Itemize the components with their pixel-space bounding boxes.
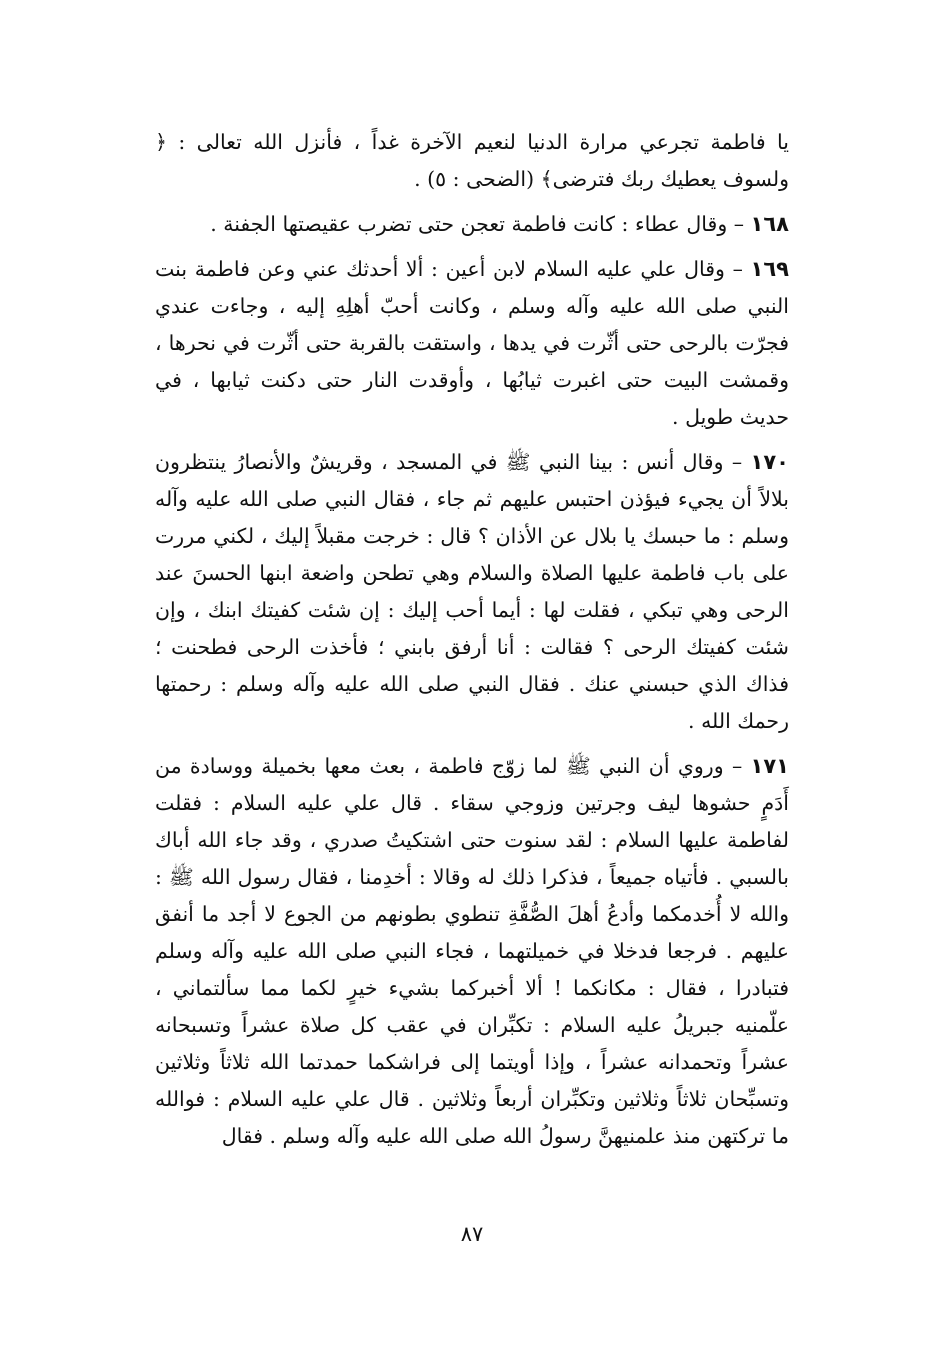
paragraph-169 bbox=[155, 251, 789, 436]
paragraph-text: وروي أن النبي ﷺ لما زوّج فاطمة ، بعث معها بخميلة ووسادة من أَدَمٍ حشوها ليف وجرتين وزوجي سقاء . قال علي عليه السلام : فقلت لفاطمة عليها السلام : لقد سنوت حتى اشتكيتُ صدري ، وقد جاء الله أباك بالسبي . فأتياه جميعاً ، فذكرا ذلك له وقالا : أخدِمنا ، فقال رسول الله ﷺ : والله لا أُخدمكما وأدعُ أهلَ الصُّفَّةِ تنطوي بطونهم من الجوع لا أجد ما أنفق عليهم . فرجعا فدخلا في خميلتهما ، فجاء النبي صلى الله عليه وآله وسلم فتبادرا ، فقال : مكانكما ! ألا أخبركما بشيء خيرٍ لكما مما سألتماني ، علّمنيه جبريلُ عليه السلام : تكبِّران في عقب كل صلاة عشراً وتسبحانه عشراً وتحمدانه عشراً ، وإذا أويتما إلى فراشكما حمدتما الله ثلاثاً وثلاثين وتسبِّحان ثلاثاً وثلاثين وتكبِّران أربعاً وثلاثين . قال علي عليه السلام : فوالله ما تركتهن منذ علمنيهنَّ رسولُ الله صلى الله عليه وآله وسلم . فقال bbox=[155, 754, 789, 1148]
page-number: ٨٧ bbox=[460, 1222, 484, 1246]
paragraph-170 bbox=[155, 444, 789, 740]
paragraph-dash: – bbox=[723, 754, 751, 778]
paragraph-dash: – bbox=[723, 450, 751, 474]
paragraph-continuation bbox=[155, 124, 789, 198]
paragraph-dash: – bbox=[727, 212, 751, 236]
paragraph-text: وقال عطاء : كانت فاطمة تعجن حتى تضرب عقيصتها الجفنة . bbox=[210, 212, 728, 236]
paragraph-dash: – bbox=[724, 257, 751, 281]
paragraph-text: وقال أنس : بينا النبي ﷺ في المسجد ، وقريشٌ والأنصارُ ينتظرون بلالاً أن يجيء فيؤذن احتبس عليهم ثم جاء ، فقال النبي صلى الله عليه وآله وسلم : ما حبسك يا بلال عن الأذان ؟ قال : خرجت مقبلاً إليك ، لكني مررت على باب فاطمة عليها الصلاة والسلام وهي تطحن واضعة ابنها الحسنَ عند الرحى وهي تبكي ، فقلت لها : أيما أحب إليك : إن شئت كفيتك ابنك ، وإن شئت كفيتك الرحى ؟ فقالت : أنا أرفق بابني ؛ فأخذت الرحى فطحنت ؛ فذاك الذي حبسني عنك . فقال النبي صلى الله عليه وآله وسلم : رحمتها رحمك الله . bbox=[155, 450, 789, 733]
paragraph-number: ١٧١ bbox=[750, 754, 789, 778]
paragraph-number: ١٧٠ bbox=[750, 450, 789, 474]
paragraph-text: يا فاطمة تجرعي مرارة الدنيا لنعيم الآخرة غداً ، فأنزل الله تعالى : ﴿ ولسوف يعطيك ربك فترضى﴾ (الضحى : ٥) . bbox=[155, 130, 789, 191]
body-text bbox=[155, 124, 789, 1163]
paragraph-number: ١٦٨ bbox=[750, 212, 789, 236]
paragraph-number: ١٦٩ bbox=[750, 257, 789, 281]
paragraph-171 bbox=[155, 748, 789, 1155]
paragraph-text: وقال علي عليه السلام لابن أعين : ألا أحدثك عني وعن فاطمة بنت النبي صلى الله عليه وآله وسلم ، وكانت أحبّ أهلِهِ إليه ، وجاءت عندي فجرّت بالرحى حتى أثّرت في يدها ، واستقت بالقربة حتى أثّرت في نحرها ، وقمشت البيت حتى اغبرت ثيابُها ، وأوقدت النار حتى دكنت ثيابها ، في حديث طويل . bbox=[155, 257, 789, 429]
paragraph-168 bbox=[155, 206, 789, 243]
